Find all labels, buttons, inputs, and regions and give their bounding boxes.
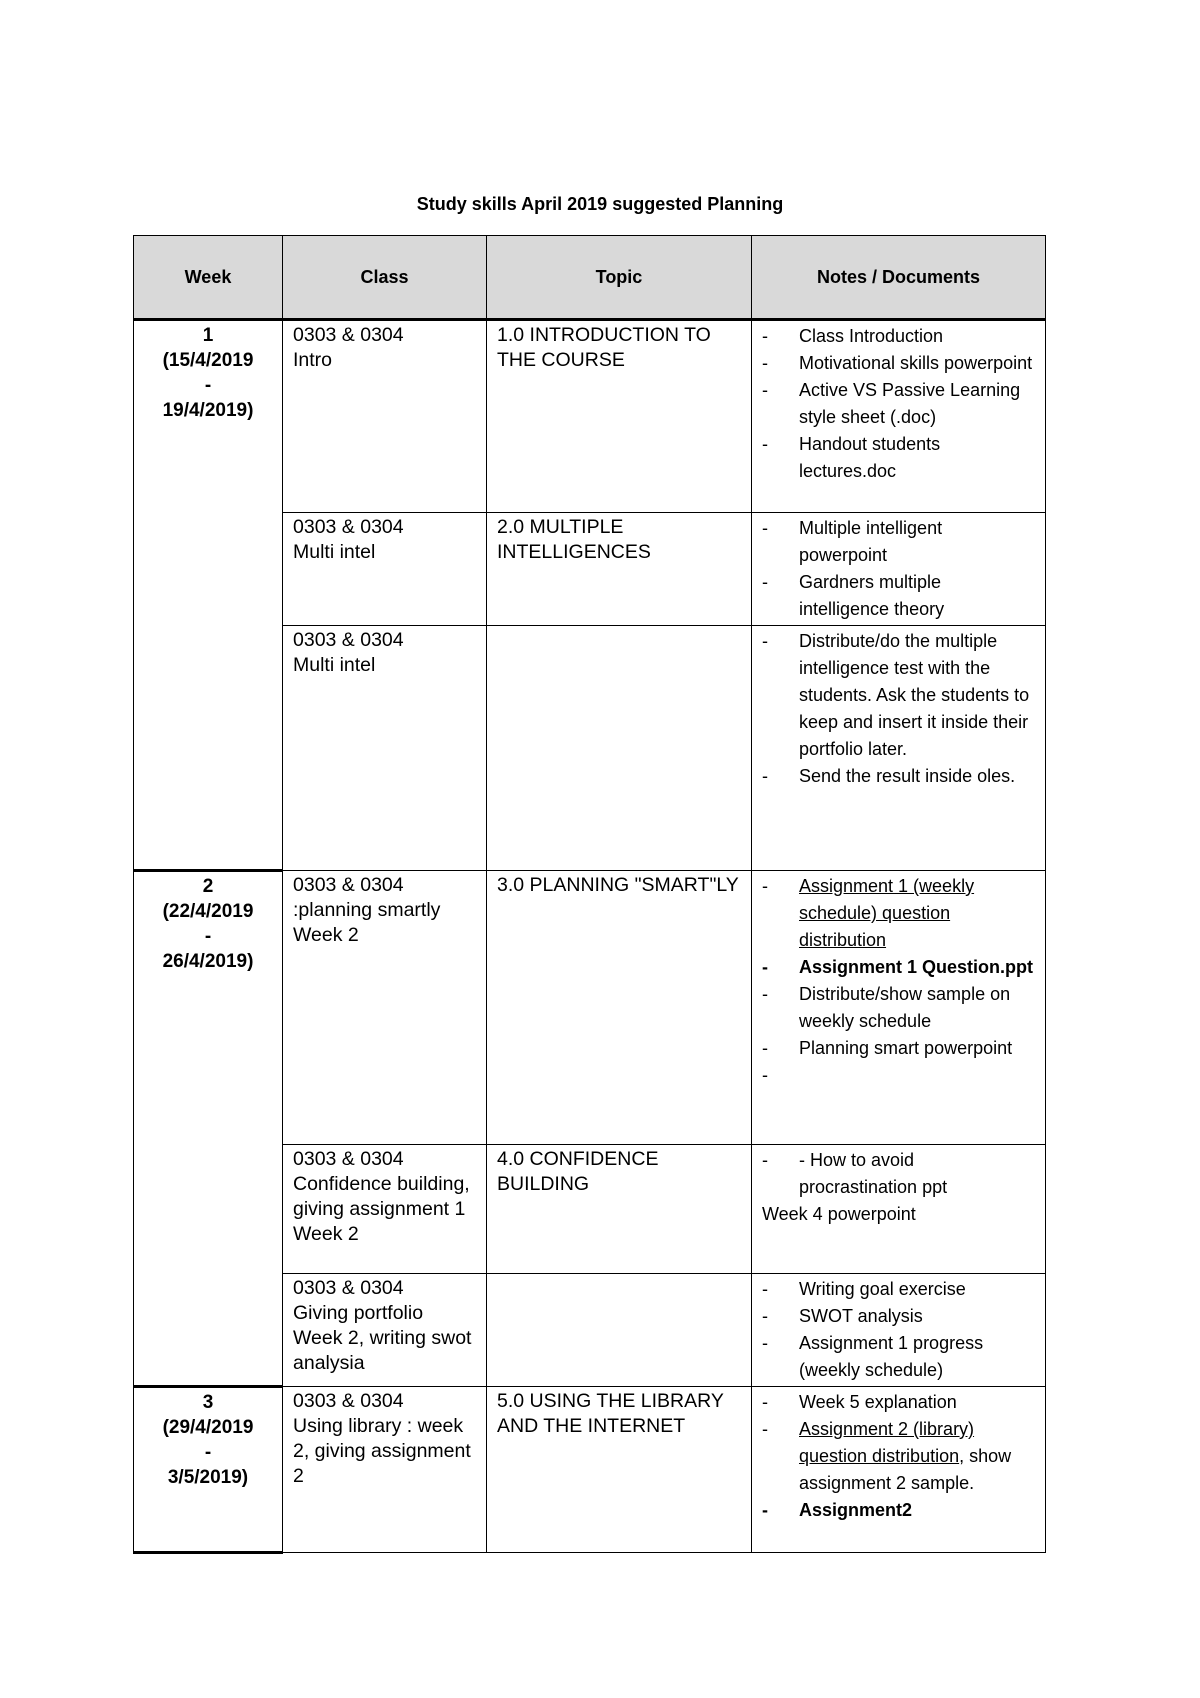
table-row	[134, 320, 1046, 513]
week-dash: -	[204, 1442, 212, 1463]
week-start: (29/4/2019	[162, 1417, 254, 1438]
header-topic: Topic	[487, 236, 752, 320]
week-end: 19/4/2019)	[162, 400, 254, 421]
note-item: - Active VS Passive Learning style sheet (.doc)	[762, 377, 1035, 431]
note-link-text: Assignment 2 (library) question distribution	[799, 1419, 975, 1466]
note-item: - Assignment2	[762, 1497, 1035, 1524]
note-item: - Gardners multiple intelligence theory	[762, 569, 1035, 623]
topic-cell: 1.0 INTRODUCTION TO THE COURSE	[487, 320, 752, 513]
note-item: - Class Introduction	[762, 323, 1035, 350]
notes-cell	[752, 1274, 1046, 1387]
week-dash: -	[204, 375, 212, 396]
class-cell	[283, 626, 487, 871]
week-number: 2	[202, 876, 214, 897]
topic-cell: 5.0 USING THE LIBRARY AND THE INTERNET	[487, 1387, 752, 1553]
class-code: 0303 & 0304	[293, 1390, 404, 1412]
header-notes: Notes / Documents	[752, 236, 1046, 320]
topic-cell: 2.0 MULTIPLE INTELLIGENCES	[487, 513, 752, 626]
topic-cell	[487, 1274, 752, 1387]
week-number: 3	[202, 1392, 214, 1413]
note-item	[762, 1416, 1035, 1497]
notes-cell	[752, 320, 1046, 513]
note-item: - Assignment 1 (weekly schedule) question distribution	[762, 873, 1035, 954]
class-cell	[283, 320, 487, 513]
week-number: 1	[202, 325, 214, 346]
note-item: - SWOT analysis	[762, 1303, 1035, 1330]
class-desc: Multi intel	[293, 541, 376, 563]
page-title: Study skills April 2019 suggested Planning	[416, 194, 784, 214]
week-end: 3/5/2019)	[167, 1467, 249, 1488]
class-cell	[283, 1274, 487, 1387]
note-item: - - How to avoid procrastination ppt	[762, 1147, 1035, 1201]
note-item: - Assignment 1 progress (weekly schedule)	[762, 1330, 1035, 1384]
note-item: - Multiple intelligent powerpoint	[762, 515, 1035, 569]
note-item: - Assignment 1 Question.ppt	[762, 954, 1035, 981]
notes-cell	[752, 1387, 1046, 1553]
class-cell	[283, 871, 487, 1145]
planning-table	[133, 235, 1046, 1554]
class-code: 0303 & 0304	[293, 874, 404, 896]
week-end: 26/4/2019)	[162, 951, 254, 972]
header-week: Week	[134, 236, 283, 320]
class-code: 0303 & 0304	[293, 516, 404, 538]
note-item: - Motivational skills powerpoint	[762, 350, 1035, 377]
class-cell	[283, 1145, 487, 1274]
notes-cell	[752, 626, 1046, 871]
topic-cell: 3.0 PLANNING "SMART"LY	[487, 871, 752, 1145]
topic-cell: 4.0 CONFIDENCE BUILDING	[487, 1145, 752, 1274]
class-desc: Multi intel	[293, 654, 376, 676]
topic-cell	[487, 626, 752, 871]
class-desc: :planning smartly	[293, 899, 441, 921]
note-item: - Distribute/do the multiple intelligence test with the students. Ask the students to keep and insert it inside their portfolio later.	[762, 628, 1035, 763]
table-row	[134, 871, 1046, 1145]
table-header-row	[134, 236, 1046, 320]
notes-cell	[752, 871, 1046, 1145]
class-code: 0303 & 0304	[293, 629, 404, 651]
class-cell	[283, 1387, 487, 1553]
week-start: (22/4/2019	[162, 901, 254, 922]
week-dash: -	[204, 926, 212, 947]
note-text: , show assignment 2 sample.	[799, 1446, 1012, 1493]
class-week: Week 2	[293, 924, 359, 946]
class-code: 0303 & 0304	[293, 324, 404, 346]
week-cell	[134, 1387, 283, 1553]
week-cell	[134, 871, 283, 1387]
class-code: 0303 & 0304	[293, 1148, 404, 1170]
note-item: - Week 5 explanation	[762, 1389, 1035, 1416]
note-item: - Writing goal exercise	[762, 1276, 1035, 1303]
class-desc: Using library : week 2, giving assignment 2	[293, 1415, 471, 1487]
class-cell	[283, 513, 487, 626]
week-cell	[134, 320, 283, 871]
note-item: - Distribute/show sample on weekly schedule	[762, 981, 1035, 1035]
table-row	[134, 1387, 1046, 1553]
class-desc: Confidence building, giving assignment 1 Week 2	[293, 1173, 470, 1245]
notes-cell	[752, 513, 1046, 626]
week-start: (15/4/2019	[162, 350, 254, 371]
class-desc: Giving portfolio Week 2, writing swot analysia	[293, 1302, 472, 1374]
note-text: Week 4 powerpoint	[762, 1204, 916, 1224]
note-item: - Send the result inside oles.	[762, 763, 1035, 790]
class-code: 0303 & 0304	[293, 1277, 404, 1299]
header-class: Class	[283, 236, 487, 320]
class-desc: Intro	[293, 349, 333, 371]
notes-cell	[752, 1145, 1046, 1274]
note-item: - Handout students lectures.doc	[762, 431, 1035, 485]
note-item: - Planning smart powerpoint	[762, 1035, 1035, 1062]
